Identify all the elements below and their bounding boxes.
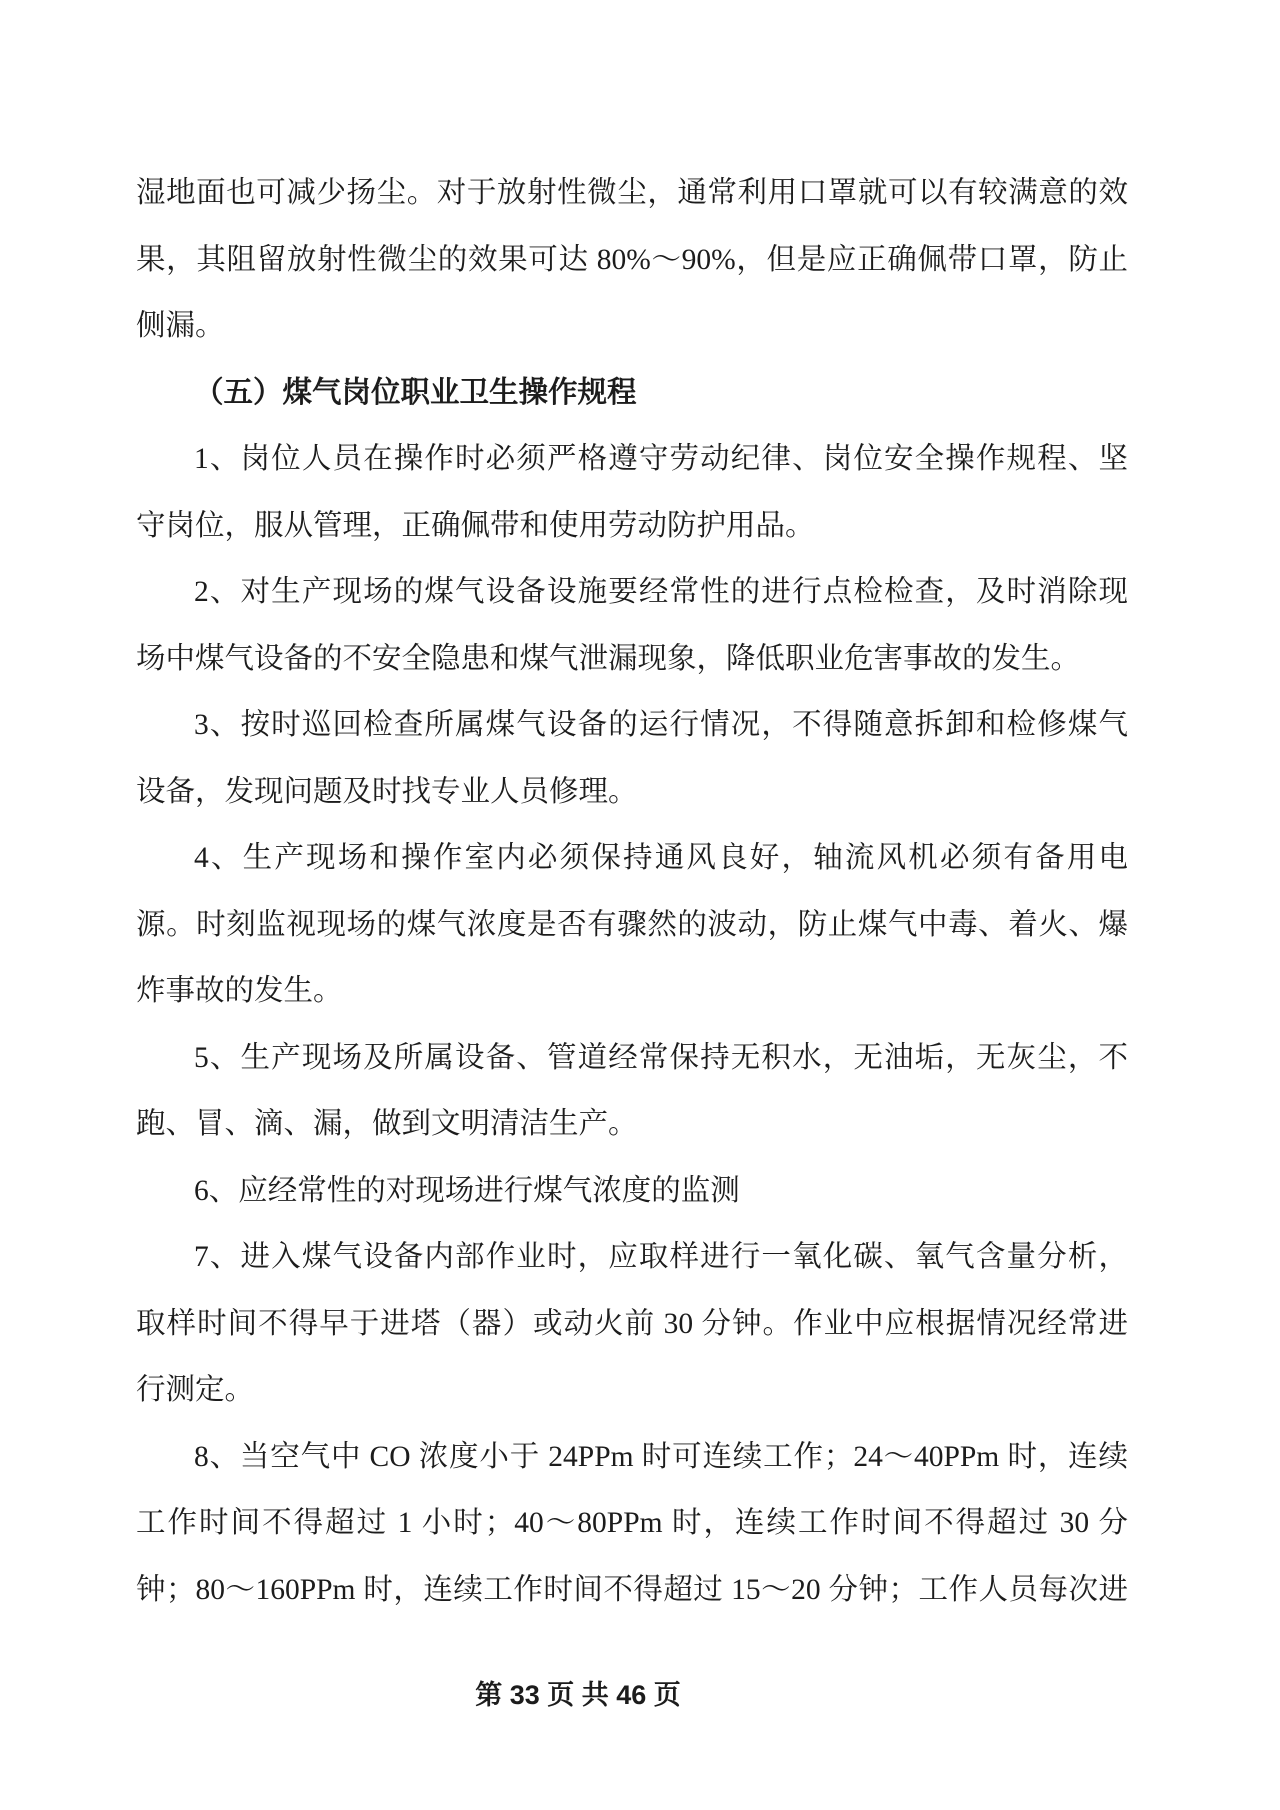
text-line: 场中煤气设备的不安全隐患和煤气泄漏现象，降低职业危害事故的发生。: [136, 642, 1081, 675]
text-line: 行测定。: [136, 1374, 255, 1406]
text-line: 果，其阻留放射性微尘的效果可达 80%～90%，但是应正确佩带口罩，防止: [136, 243, 1128, 276]
text-line: 守岗位，服从管理，正确佩带和使用劳动防护用品。: [136, 509, 815, 542]
page-number-label: 第 33 页 共 46 页: [475, 1680, 681, 1710]
page-footer: [0, 1662, 1280, 1728]
text-line: 8、当空气中 CO 浓度小于 24PPm 时可连续工作；24～40PPm 时，连续: [194, 1440, 1128, 1473]
text-line: 侧漏。: [136, 310, 225, 342]
text-line: 7、进入煤气设备内部作业时，应取样进行一氧化碳、氧气含量分析，: [194, 1241, 1128, 1273]
text-line: 6、应经常性的对现场进行煤气浓度的监测: [194, 1174, 740, 1207]
text-line: 设备，发现问题及时找专业人员修理。: [136, 775, 638, 808]
section-heading: （五）煤气岗位职业卫生操作规程: [194, 375, 637, 409]
text-line: 4、生产现场和操作室内必须保持通风良好，轴流风机必须有备用电: [194, 842, 1128, 874]
text-line: 取样时间不得早于进塔（器）或动火前 30 分钟。作业中应根据情况经常进: [136, 1307, 1128, 1340]
text-line: 工作时间不得超过 1 小时；40～80PPm 时，连续工作时间不得超过 30 分: [136, 1507, 1128, 1539]
text-line: 跑、冒、滴、漏，做到文明清洁生产。: [136, 1108, 638, 1140]
text-line: 2、对生产现场的煤气设备设施要经常性的进行点检检查，及时消除现: [194, 576, 1128, 608]
text-line: 源。时刻监视现场的煤气浓度是否有骤然的波动，防止煤气中毒、着火、爆: [136, 908, 1128, 941]
text-line: 炸事故的发生。: [136, 975, 343, 1007]
text-line: 湿地面也可减少扬尘。对于放射性微尘，通常利用口罩就可以有较满意的效: [136, 177, 1128, 209]
text-line: 3、按时巡回检查所属煤气设备的运行情况，不得随意拆卸和检修煤气: [194, 709, 1128, 741]
text-line: 钟；80～160PPm 时，连续工作时间不得超过 15～20 分钟；工作人员每次进: [136, 1573, 1128, 1606]
text-line: 5、生产现场及所属设备、管道经常保持无积水，无油垢，无灰尘，不: [194, 1041, 1128, 1074]
document-body: [136, 160, 1128, 1623]
text-line: 1、岗位人员在操作时必须严格遵守劳动纪律、岗位安全操作规程、坚: [194, 443, 1128, 475]
